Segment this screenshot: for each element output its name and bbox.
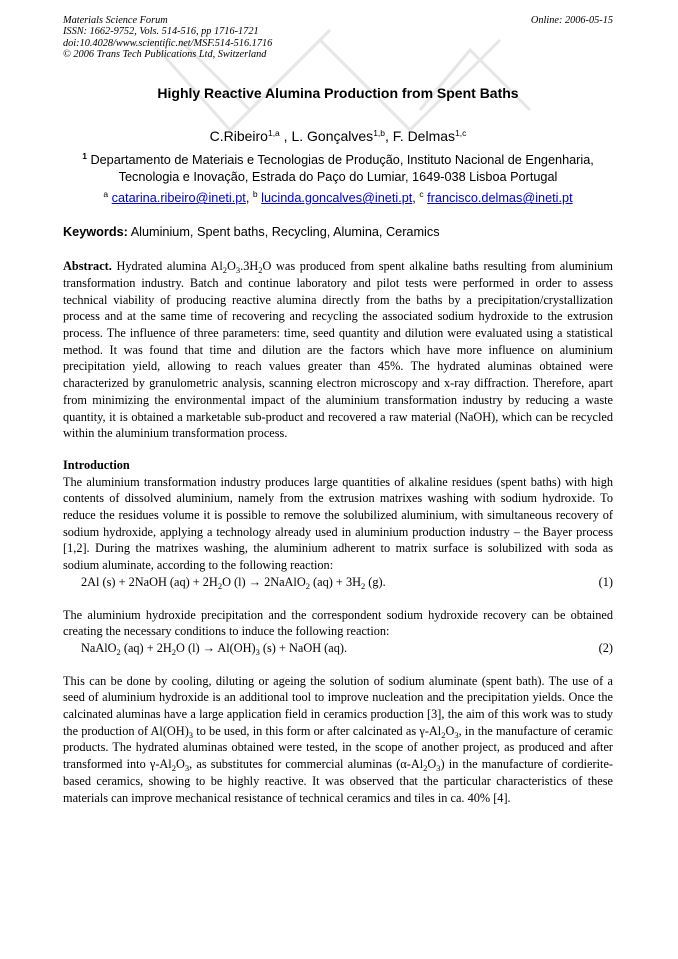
- paper-page: [63, 15, 613, 806]
- equation-1-subscript: 2: [305, 580, 310, 591]
- intro-p3-subscript: 3: [436, 763, 441, 774]
- intro-p1-text-run: The aluminium transformation industry produces large quantities of alkaline residues (spent baths) with high contents of dissolved aluminium, namely from the extrusion matrixes washing with sodium hydroxide. To reduce the residues volume it is possible to remove the solubilized aluminium, with simultaneous recovery of sodium hydroxide, applying a technology already used in aluminium production industry – the Bayer process [1,2]. During the matrixes washing, the aluminium adherent to matrix surface is solubilized with soda as sodium aluminate, according to the following reaction:: [63, 474, 613, 573]
- intro-p3-subscript: 3: [184, 763, 190, 774]
- abstract-text: [63, 259, 613, 440]
- equation-2-text-run: (s) + NaOH (aq).: [259, 640, 348, 655]
- email-link[interactable]: lucinda.goncalves@ineti.pt: [261, 191, 413, 206]
- author-list: C.Ribeiro$^{1,a}$ , L. Gonçalves$^{1,b}$, F. Delmas$^{1,c}$: [209, 128, 467, 145]
- equation-1-subscript: 2: [217, 580, 223, 591]
- intro-p3-text-run: O: [175, 757, 185, 772]
- abstract: [63, 258, 613, 442]
- copyright-line: © 2006 Trans Tech Publications Ltd, Switzerland: [63, 48, 267, 60]
- equation-2-text-run: NaAlO: [81, 640, 117, 655]
- intro-p3-subscript: 2: [171, 763, 176, 774]
- intro-p3-text-run: , in the manufacture of ceramic products. The hydrated aluminas obtained were tested, in the scope of another project, as produced and after transformed into γ-Al: [63, 723, 613, 772]
- author-affiliation-marker: 1,c: [455, 128, 467, 139]
- intro-p3-text-run: O: [445, 723, 455, 738]
- author-name: C.Ribeiro: [209, 128, 268, 145]
- keywords-label: Keywords:: [63, 225, 128, 240]
- equation-1-text: [81, 575, 386, 589]
- email-marker: a: [103, 189, 109, 200]
- intro-p3-text-run: , as substitutes for commercial aluminas (α-Al: [189, 757, 424, 772]
- author-name: F. Delmas: [392, 128, 456, 145]
- issn-line: ISSN: 1662-9752, Vols. 514-516, pp 1716-1721: [63, 26, 259, 38]
- email-link[interactable]: catarina.ribeiro@ineti.pt: [111, 191, 246, 206]
- equation-1-text-run: 2Al (s) + 2NaOH (aq) + 2H: [81, 574, 218, 589]
- abstract-text-run: Hydrated alumina Al: [116, 259, 223, 274]
- equation-2-number: (2): [598, 640, 613, 655]
- journal-name: Materials Science Forum: [63, 15, 168, 26]
- abstract-text-run: .3H: [240, 259, 259, 274]
- equation-1-subscript: 2: [360, 580, 366, 591]
- online-date: Online: 2006-05-15: [530, 15, 613, 26]
- equation-2-text-run: O (l) → Al(OH): [176, 640, 256, 655]
- introduction-paragraph-2: [63, 607, 613, 640]
- intro-p3-text-run: to be used, in this form or after calcinated as γ-Al: [193, 723, 442, 738]
- equation-2: [63, 640, 613, 657]
- keywords-text: Aluminium, Spent baths, Recycling, Alumina, Ceramics: [130, 225, 440, 240]
- abstract-text-run: O was produced from spent alkaline baths resulting from aluminium transformation industry. Batch and continue laboratory and pilot tests were performed in order to assess technical viability of producing reactive alumina directly from the baths by a precipitation/crystallization process and at the same time of recovering and recycling the associated sodium hydroxide to the extrusion process. The influence of three parameters: time, seed quantity and dilution were evaluated using a statistical method. It was found that time and dilution are the factors which have more influence on aluminium precipitation yield, allowing to reach values greater than 45%. The hydrated aluminas obtained were characterized by granulometric analysis, scanning electron microscopy and x-ray diffraction. Therefore, apart from minimizing the environmental impact of the aluminium transformation industry by reducing a waste quantity, it is obtained a marketable sub-product and recovered a raw material (NaOH), which can be recycled within the aluminium transformation process.: [63, 259, 613, 441]
- journal-header: [63, 15, 613, 60]
- section-heading-introduction: Introduction: [63, 457, 130, 472]
- email-marker: c: [419, 189, 424, 200]
- paper-title: Highly Reactive Alumina Production from Spent Baths: [157, 85, 519, 102]
- equation-2-text: [81, 641, 347, 655]
- introduction-paragraph-1: [63, 474, 613, 574]
- equation-2-subscript: 3: [255, 646, 260, 657]
- abstract-label: Abstract.: [63, 259, 112, 274]
- abstract-subscript: 3: [235, 265, 241, 276]
- author-name: L. Gonçalves: [291, 128, 374, 145]
- equation-2-subscript: 2: [171, 646, 177, 657]
- affiliation-text: Departamento de Materiais e Tecnologias de Produção, Instituto Nacional de Engenharia, Tecnologia e Inovação, Estrada do Paço do Lumiar, 1649-038 Lisboa Portugal: [90, 153, 594, 185]
- equation-1-text-run: (g).: [365, 574, 386, 589]
- abstract-subscript: 2: [222, 265, 227, 276]
- email-marker: b: [252, 189, 258, 200]
- intro-p3-subscript: 3: [454, 729, 459, 740]
- affiliation-marker: 1: [82, 151, 87, 162]
- keywords: [63, 224, 613, 240]
- email-link[interactable]: francisco.delmas@ineti.pt: [427, 191, 573, 206]
- intro-p3-text-run: O: [427, 757, 437, 772]
- doi-line: doi:10.4028/www.scientific.net/MSF.514-516.1716: [63, 37, 273, 49]
- intro-p3-text-run: ) in the manufacture of cordierite-based ceramics, showing to be highly reactive. It was observed that the particular characteristics of these materials can improve mechanical resistance of technical ceramics and tiles in ca. 40% [4].: [63, 757, 613, 805]
- equation-2-subscript: 2: [116, 646, 121, 657]
- intro-p3-subscript: 3: [188, 729, 194, 740]
- equation-1-number: (1): [598, 574, 613, 589]
- equation-1-text-run: O (l) → 2NaAlO: [222, 574, 306, 589]
- equation-2-text-run: (aq) + 2H: [120, 640, 172, 655]
- equation-1-text-run: (aq) + 3H: [309, 574, 361, 589]
- intro-p3-subscript: 2: [441, 729, 446, 740]
- email-list: $^a$ catarina.ribeiro@ineti.pt, $^b$ lucinda.goncalves@ineti.pt, $^c$ francisco.delmas@ineti.pt: [103, 189, 573, 206]
- author-affiliation-marker: 1,a: [267, 128, 280, 139]
- equation-1: [63, 574, 613, 591]
- author-affiliation-marker: 1,b: [373, 128, 386, 139]
- intro-p2-text-run: The aluminium hydroxide precipitation and the correspondent sodium hydroxide recovery can be obtained creating the necessary conditions to induce the following reaction:: [63, 607, 613, 639]
- abstract-subscript: 2: [258, 265, 263, 276]
- intro-p3-text-run: This can be done by cooling, diluting or ageing the solution of sodium aluminate (spent bath). The use of a seed of aluminium hydroxide is an additional tool to improve nucleation and the precipitation yields. Once the calcinated aluminas have a large application field in ceramics production [3], the aim of this work was to study the production of Al(OH): [63, 673, 613, 738]
- abstract-text-run: O: [227, 259, 236, 274]
- affiliation: [63, 152, 613, 186]
- intro-p3-subscript: 2: [423, 763, 428, 774]
- introduction-paragraph-3: [63, 673, 613, 807]
